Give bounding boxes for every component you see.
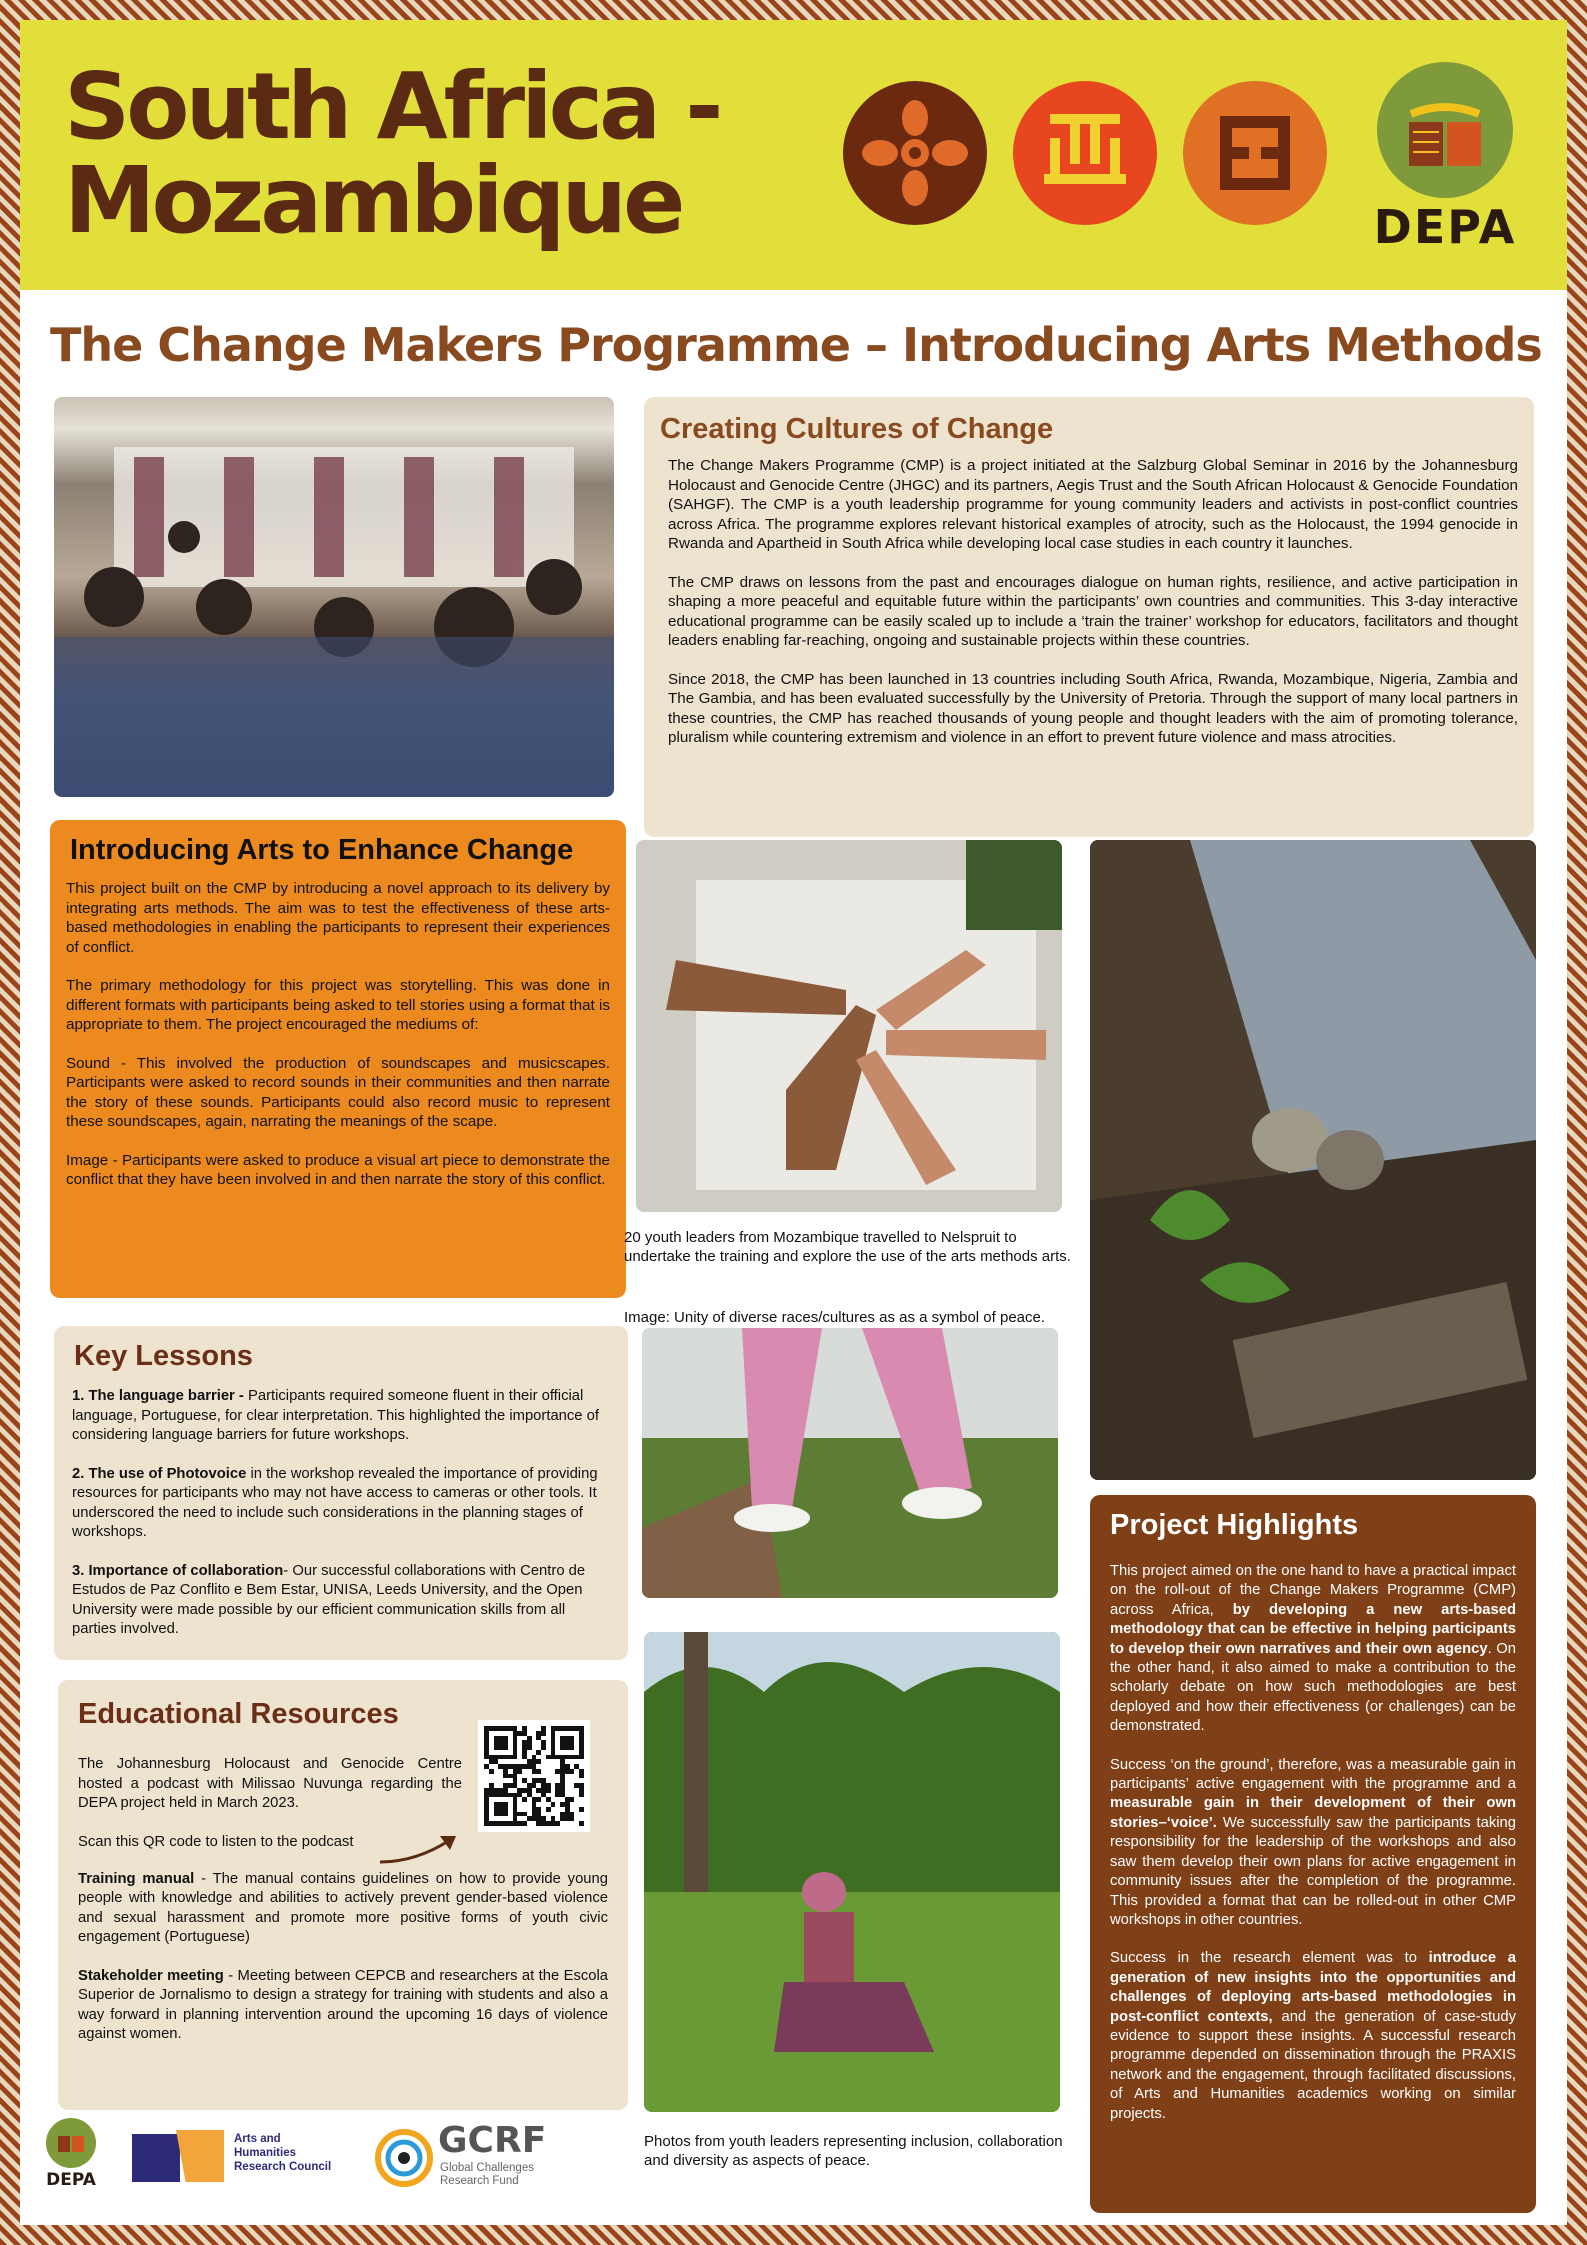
ahrc-line: Research Council [234,2161,332,2173]
introducing-arts-paragraph: Image - Participants were asked to produce a visual art piece to demonstrate the conflict that they have been involved in and then narrate the story of this conflict. [66,1151,610,1188]
gcrf-sub: Research Fund [440,2175,519,2187]
knot-emblem-icon [1180,78,1330,228]
depa-label: DEPA [1373,200,1517,254]
highlights-paragraph: Success ‘on the ground’, therefore, was a measurable gain in participants’ active engagement with the programme and a measurable gain in their development of their own stories–‘voice’. We successfully saw the participants taking responsibility for the leadership of the workshops and also saw them develop their own plans for active engagement in community issues after the completion of the programme. This provided a format that can be rolled-out in other CMP workshops in other countries. [1110,1756,1516,1928]
adinkra-emblem-icon [840,78,990,228]
header [20,20,1567,290]
depa-footer-icon [46,2118,96,2168]
qr-module [579,1821,584,1826]
ukri-mark-icon [132,2134,180,2182]
depa-logo [1370,62,1520,262]
key-lessons-panel [54,1326,628,1660]
ahrc-mark-icon [176,2130,224,2182]
highlights-paragraph: Success in the research element was to introduce a generation of new insights into the opportunities and challenges of deploying arts-based methodologies in post-conflict contexts, and the generation of case-study evidence to support these insights. A successful research programme depended on dissemination through the PRAXIS network and the engagement, through facilitated discussions, of Arts and Humanities academics working on similar projects. [1110,1950,1516,2122]
gcrf-mark-icon [372,2126,436,2190]
highlights-paragraph: This project aimed on the one hand to have a practical impact on the roll-out of the Change Makers Programme (CMP) across Africa, by developing a new arts-based methodology that can be effective in helping participants to develop their own narratives and their own agency. On the other hand, it also aimed to make a contribution to the scholarly debate on how such methodologies are best deployed and how their effectiveness (or challenges) can be demonstrated. [1110,1563,1516,1735]
poster-title [64,53,824,254]
title-line-2: Mozambique [64,147,682,254]
gcrf-sub: Global Challenges [440,2162,534,2174]
title-line-1: South Africa - [64,53,720,160]
creating-cultures-paragraph: Since 2018, the CMP has been launched in 13 countries including South Africa, Rwanda, Mozambique, Nigeria, Zambia and The Gambia, and has been evaluated successfully by the University of Pretoria. Through the support of many local partners in these countries, the CMP has reached thousands of young people and thought leaders with the aim of promoting tolerance, pluralism while countering extremism and violence in an effort to prevent future violence and mass atrocities. [668,670,1518,746]
photos-caption: Photos from youth leaders representing inclusion, collaboration and diversity as aspects of peace. [644,2133,1063,2169]
project-highlights-panel [1090,1495,1536,2213]
poster [20,20,1567,2225]
ahrc-line: Humanities [234,2147,296,2159]
youth-leaders-caption: 20 youth leaders from Mozambique travelled to Nelspruit to undertake the training and explore the use of the arts methods arts. [624,1229,1071,1265]
key-lesson-item: 1. The language barrier - Participants required someone fluent in their official language, Portuguese, for clear interpretation. This highlighted the importance of considering language barriers for future workshops. [72,1388,599,1443]
woman-sitting-photo [644,1632,1060,2112]
key-lessons-heading: Key Lessons [74,1340,253,1372]
symbol-emblem-icon [1010,78,1160,228]
introducing-arts-heading: Introducing Arts to Enhance Change [70,834,574,866]
pink-trousers-photo [642,1328,1058,1598]
gcrf-logo [372,2120,572,2200]
introducing-arts-paragraph: The primary methodology for this project was storytelling. This was done in different formats with participants being asked to tell stories using a format that is appropriate to them. The project encouraged the mediums of: [66,977,610,1033]
key-lesson-item: 2. The use of Photovoice in the workshop revealed the importance of providing resources for participants who may not have access to cameras or other tools. It underscored the need to include such considerations in the planning stages of workshops. [72,1465,598,1540]
introducing-arts-paragraph: This project built on the CMP by introducing a novel approach to its delivery by integrating arts methods. The aim was to test the effectiveness of these arts-based methodologies in enabling the participants to represent their experiences of conflict. [66,880,610,956]
project-highlights-heading: Project Highlights [1110,1509,1359,1541]
introducing-arts-paragraph: Sound - This involved the production of soundscapes and musicscapes. Participants were asked to record sounds in their communities and then narrate the story of these sounds. Participants could also record music to represent these soundscapes, again, narrating the meanings of the scape. [66,1054,610,1130]
unity-caption: Image: Unity of diverse races/cultures as as a symbol of peace. [624,1309,1046,1326]
workshop-photo [54,397,614,797]
subtitle: The Change Makers Programme – Introducing Arts Methods [50,318,1542,372]
depa-footer-logo [36,2118,106,2208]
creating-cultures-paragraph: The Change Makers Programme (CMP) is a project initiated at the Salzburg Global Seminar in 2016 by the Johannesburg Holocaust and Genocide Centre (JHGC) and its partners, Aegis Trust and the South African Holocaust & Genocide Foundation (SAHGF). The CMP is a youth leadership programme for young community leaders and activists in post-conflict countries across Africa. The programme explores relevant historical examples of atrocity, such as the Holocaust, the 1994 genocide in Rwanda and Apartheid in South Africa while developing local case studies in each country it launches. [668,457,1518,552]
key-lesson-item: 3. Importance of collaboration- Our successful collaborations with Centro de Estudos de Paz Conflito e Bem Estar, UNISA, Leeds University, and the Open University were made possible by our efficient communication skills from all parties involved. [72,1562,586,1637]
creating-cultures-heading: Creating Cultures of Change [660,413,1054,445]
educational-resources-heading: Educational Resources [78,1698,399,1730]
hands-photo [636,840,1062,1212]
depa-footer-label: DEPA [46,2170,96,2190]
podcast-text: The Johannesburg Holocaust and Genocide Centre hosted a podcast with Milissao Nuvunga regarding the DEPA project held in March 2023. [78,1756,462,1811]
ahrc-line: Arts and [234,2133,281,2145]
creating-cultures-paragraph: The CMP draws on lessons from the past and encourages dialogue on human rights, resilience, and active participation in shaping a more peaceful and equitable future within the participants’ own countries and communities. This 3-day interactive educational programme can be easily scaled up to include a ‘train the trainer’ workshop for educators, facilitators and thought leaders enabling far-reaching, ongoing and sustainable projects within these countries. [668,573,1518,649]
stones-photo [1090,840,1536,1480]
training-manual-item: Training manual - The manual contains guidelines on how to provide young people with knowledge and abilities to actively prevent gender-based violence and sexual harassment and promote more positive forms of youth civic engagement (Portuguese) [78,1870,608,1945]
stakeholder-meeting-item: Stakeholder meeting - Meeting between CEPCB and researchers at the Escola Superior de Jornalismo to design a strategy for training with students and also a way forward in planning intervention around the upcoming 16 days of violence against women. [78,1967,608,2042]
introducing-arts-panel [50,820,626,1298]
depa-book-icon [1377,62,1513,198]
ukri-ahrc-logo [132,2130,362,2190]
podcast-qr-code[interactable] [478,1720,590,1832]
qr-prompt: Scan this QR code to listen to the podcast [78,1833,354,1850]
educational-resources-panel [58,1680,628,2110]
gcrf-label: GCRF [438,2120,547,2161]
arrow-icon [376,1828,464,1868]
creating-cultures-panel [644,397,1534,837]
